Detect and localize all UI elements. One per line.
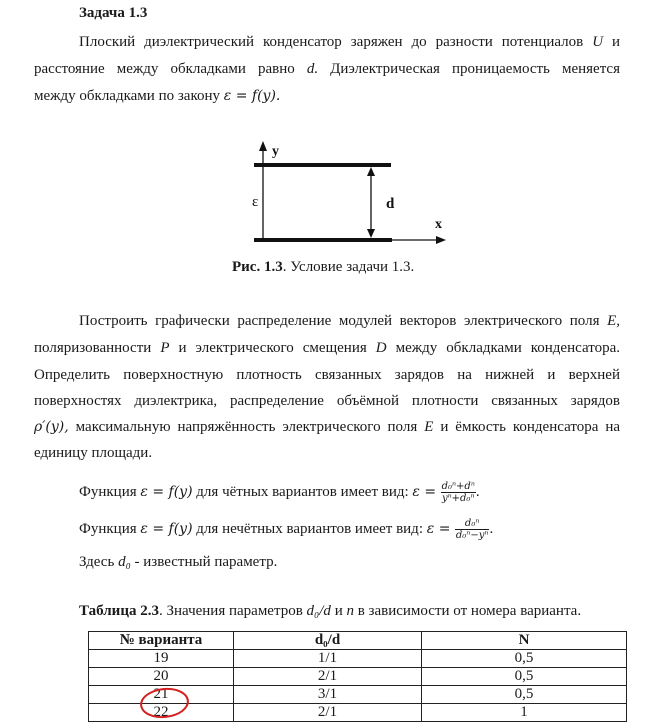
text: для чётных вариантов имеет вид: [192, 483, 413, 500]
paragraph-line [34, 87, 620, 105]
figure-caption [232, 259, 414, 276]
table-row [89, 668, 627, 686]
y-label: y [272, 144, 279, 159]
cell-ratio: 2/1 [234, 704, 422, 722]
text: между обкладками по закону [34, 88, 224, 104]
text: Построить графически распределение модулей векторов электрического поля [79, 313, 608, 329]
paragraph-line: единицу площади. [34, 445, 153, 461]
cell-variant: 21 [89, 686, 234, 704]
var-n: n [346, 603, 354, 619]
numerator: d₀ⁿ [455, 518, 490, 530]
odd-function-line: Функция ε = f(y) для нечётных вариантов имеет вид: ε = $\frac{\text{d₀ⁿ}}{\text{d₀ⁿ−yⁿ}}$ . [79, 518, 494, 541]
formula: ε = f(y). [223, 88, 281, 104]
var-P: P [160, 340, 170, 356]
header-variant: № варианта [89, 632, 234, 650]
d-arrow-up-icon [367, 167, 375, 176]
odd-fraction [455, 518, 490, 541]
header-ratio: d₀/d [234, 632, 422, 650]
table-label: Таблица 2.3 [79, 603, 159, 619]
problem-title: Задача 1.3 [79, 5, 148, 21]
text: - известный параметр. [130, 554, 278, 570]
text: и ёмкость конденсатора на [433, 419, 620, 435]
var-d: d. [306, 61, 319, 77]
text: Функция [79, 483, 141, 500]
var-d0: d₀ [118, 554, 131, 570]
d-label: d [386, 196, 395, 212]
text: и электрического смещения [169, 340, 376, 356]
text: максимальную напряжённость электрического поля [68, 419, 425, 435]
text: и [603, 34, 620, 50]
top-plate [254, 163, 391, 167]
paragraph-line [34, 339, 620, 357]
var-U: U [592, 34, 604, 50]
paragraph-line [34, 60, 620, 78]
text: и [330, 603, 347, 619]
var-E: E, [607, 313, 620, 329]
cell-n: 0,5 [422, 668, 627, 686]
cell-ratio: 2/1 [234, 668, 422, 686]
capacitor-diagram [240, 138, 460, 256]
caption-label: Рис. 1.3 [232, 259, 283, 275]
paragraph-line [34, 418, 620, 436]
text: Плоский диэлектрический конденсатор заряжен до разности потенциалов [79, 34, 593, 50]
text: поляризованности [34, 340, 161, 356]
text: расстояние между обкладками равно [34, 61, 307, 77]
var-E: E [424, 419, 434, 435]
numerator: d₀ⁿ+dⁿ [441, 481, 475, 492]
cell-variant: 19 [89, 650, 234, 668]
even-function-line: Функция ε = f(y) для чётных вариантов имеет вид: ε = $\frac{\text{d₀ⁿ+dⁿ}}{\text{yⁿ+d₀ⁿ}}$ . [79, 481, 480, 504]
text: Функция [79, 520, 141, 537]
epsilon-label: ε [252, 194, 259, 210]
table-row [89, 650, 627, 668]
d-arrow-down-icon [367, 229, 375, 238]
x-label: x [435, 217, 442, 232]
table-caption [79, 603, 581, 620]
cell-n: 0,5 [422, 686, 627, 704]
y-axis-arrow-icon [259, 141, 267, 151]
x-axis-arrow-icon [436, 236, 446, 244]
parameter-note [79, 553, 277, 571]
formula: ε = [426, 520, 455, 537]
var-D: D [375, 340, 387, 356]
text: в зависимости от номера варианта. [353, 603, 582, 619]
denominator: yⁿ+d₀ⁿ [441, 493, 475, 504]
formula: ε = [412, 483, 441, 500]
cell-n: 0,5 [422, 650, 627, 668]
formula-rho: ρ′(y), [34, 419, 69, 435]
text: . Значения параметров [158, 603, 307, 619]
bottom-plate [254, 238, 392, 242]
cell-ratio: 3/1 [234, 686, 422, 704]
even-fraction [441, 481, 476, 504]
text: Здесь [79, 554, 119, 570]
cell-n: 1 [422, 704, 627, 722]
denominator: d₀ⁿ−yⁿ [455, 530, 489, 541]
text: для нечётных вариантов имеет вид: [192, 520, 427, 537]
header-n: N [422, 632, 627, 650]
cell-variant: 20 [89, 668, 234, 686]
paragraph-line: поверхностях диэлектрика, распределение объёмной плотности связанных зарядов [34, 393, 620, 409]
formula: ε = f(y) [140, 483, 193, 500]
formula: ε = f(y) [140, 520, 193, 537]
cell-ratio: 1/1 [234, 650, 422, 668]
text: между обкладками конденсатора. [386, 340, 620, 356]
caption-text: . Условие задачи 1.3. [282, 259, 415, 275]
paragraph-line [79, 33, 620, 51]
text: Диэлектрическая проницаемость меняется [318, 61, 620, 77]
paragraph-line: Определить поверхностную плотность связанных зарядов на нижней и верхней [34, 367, 620, 383]
cell-variant: 22 [89, 704, 234, 722]
var-ratio: d₀/d [306, 603, 331, 619]
paragraph-line [79, 312, 620, 330]
table-header-row [89, 632, 627, 650]
